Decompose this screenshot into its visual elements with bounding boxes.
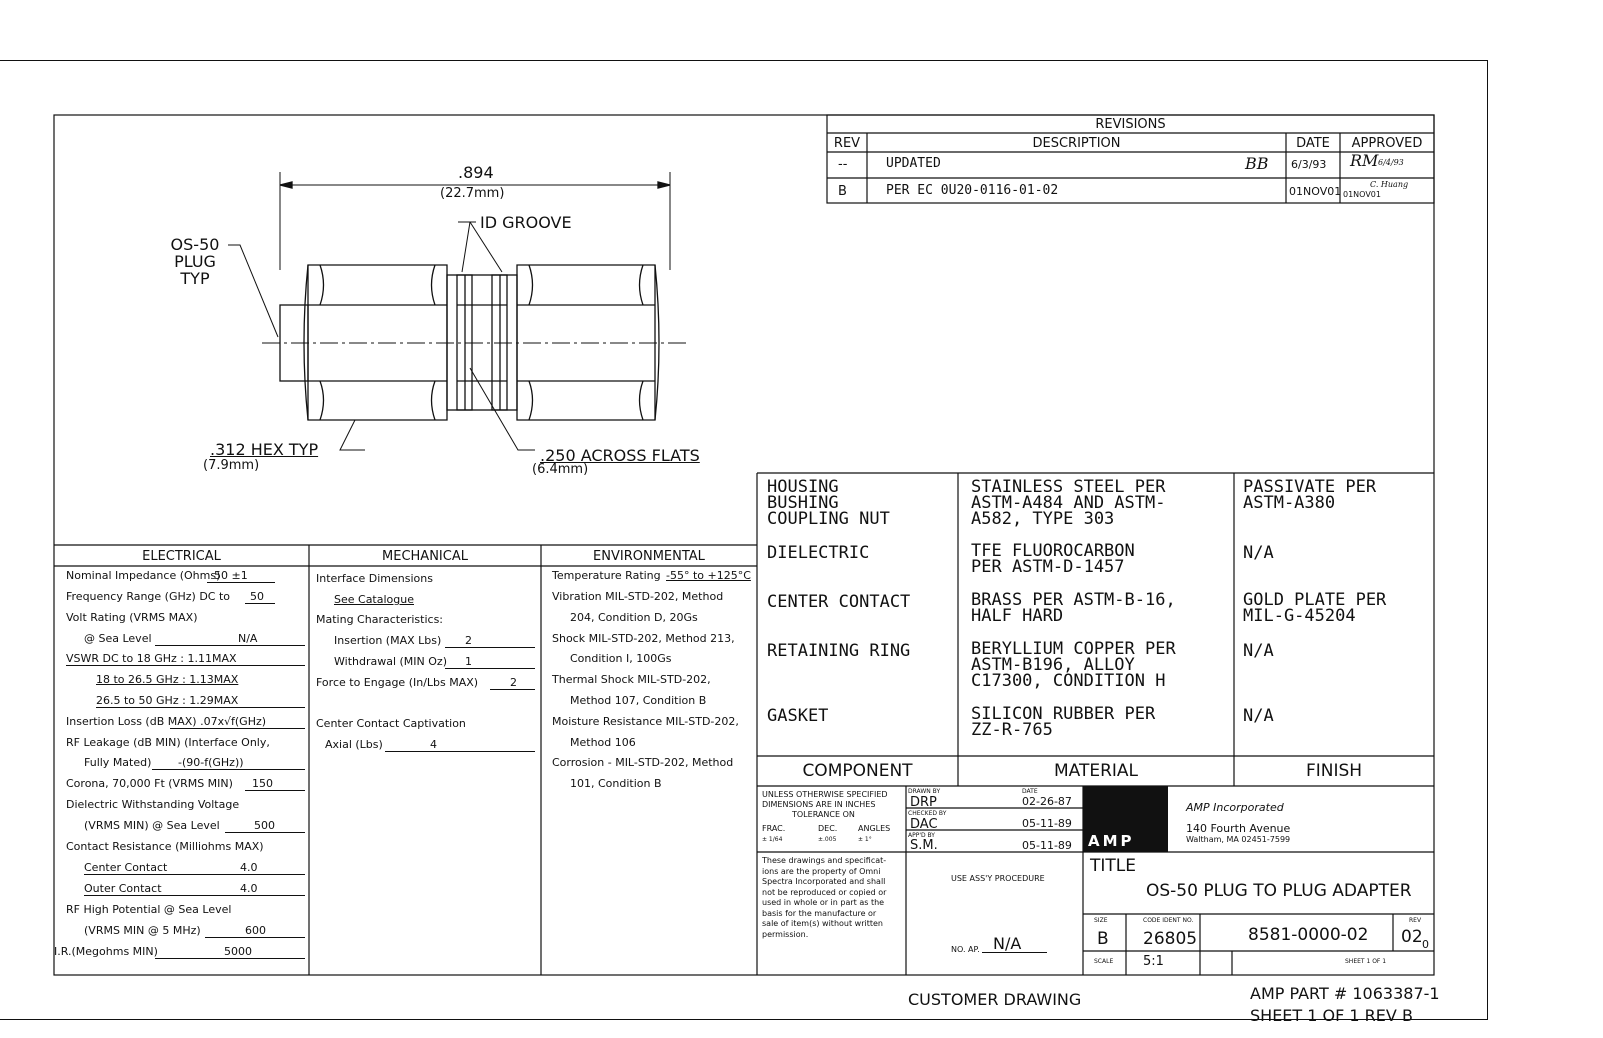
tol-dec-label: DEC. <box>818 824 838 833</box>
tol-angles-label: ANGLES <box>858 824 891 833</box>
note-text: ions are the property of Omni <box>762 866 881 876</box>
date-col-header: DATE <box>1296 136 1330 151</box>
electrical-line: (VRMS MIN @ 5 MHz) <box>84 924 201 937</box>
bom-row-2-material <box>971 543 1135 575</box>
underline <box>982 952 1047 953</box>
note-text: Spectra Incorporated and shall <box>762 877 886 886</box>
plug-callout-line-3: TYP <box>180 269 210 288</box>
plug-callout <box>165 236 225 287</box>
approved-col-header: APPROVED <box>1351 136 1423 151</box>
note-text: basis for the manufacture or <box>762 908 877 918</box>
electrical-line: I.R.(Megohms MIN) <box>54 945 158 958</box>
bom-text: PER ASTM-D-1457 <box>971 557 1125 577</box>
underline <box>66 665 305 666</box>
checked-by-label: CHECKED BY <box>908 810 947 817</box>
bom-text: HOUSING <box>767 477 839 497</box>
environmental-line: Thermal Shock MIL-STD-202, <box>552 673 711 686</box>
bom-text: PASSIVATE PER <box>1243 477 1377 497</box>
flats-dimension-mm: (6.4mm) <box>532 462 589 477</box>
environmental-line: Corrosion - MIL-STD-202, Method <box>552 756 734 769</box>
electrical-line: Dielectric Withstanding Voltage <box>66 798 240 811</box>
electrical-value: 4.0 <box>240 882 258 895</box>
tol-frac-value: ± 1/64 <box>762 836 783 843</box>
plug-callout-line-1: OS-50 <box>170 235 220 254</box>
electrical-value: 150 <box>252 777 273 790</box>
id-groove-label: ID GROOVE <box>480 213 572 232</box>
electrical-value: √f(GHz) <box>224 715 267 728</box>
underline <box>84 874 305 875</box>
no-ap-value: N/A <box>993 934 1022 953</box>
rev-row-1-approved-signature: RM <box>1350 151 1379 170</box>
description-col-header: DESCRIPTION <box>1032 136 1121 151</box>
note-text: TOLERANCE ON <box>792 810 855 819</box>
mechanical-value: 2 <box>510 676 517 689</box>
bom-text: GOLD PLATE PER <box>1243 590 1387 610</box>
hex-dimension: .312 HEX TYP <box>210 440 319 459</box>
rev-row-2-date: 01NOV01 <box>1289 185 1342 198</box>
electrical-line: 26.5 to 50 GHz : 1.29MAX <box>96 694 239 707</box>
underline <box>84 895 305 896</box>
electrical-line: Center Contact <box>84 861 168 874</box>
electrical-value: N/A <box>238 632 258 645</box>
overall-dimension-mm: (22.7mm) <box>440 186 505 201</box>
size-label: SIZE <box>1094 917 1108 924</box>
mechanical-line: Force to Engage (In/Lbs MAX) <box>316 676 479 689</box>
bom-row-4-finish: N/A <box>1243 641 1274 661</box>
proprietary-notice <box>762 856 886 940</box>
electrical-line: Volt Rating (VRMS MAX) <box>66 611 198 624</box>
electrical-line: Outer Contact <box>84 882 162 895</box>
mechanical-line: Interface Dimensions <box>316 572 433 585</box>
code-ident: 26805 <box>1143 929 1198 949</box>
environmental-value: -55° to +125°C <box>666 569 751 582</box>
hex-dimension-mm: (7.9mm) <box>203 458 260 473</box>
rev-row-1-initials: BB <box>1245 154 1269 173</box>
electrical-line: (VRMS MIN) @ Sea Level <box>84 819 220 832</box>
amp-part-number: AMP PART # 1063387-1 <box>1250 984 1440 1003</box>
underline <box>96 707 305 708</box>
bom-text: ASTM-A380 <box>1243 493 1336 513</box>
mechanical-header: MECHANICAL <box>382 549 468 564</box>
note-text: DIMENSIONS ARE IN INCHES <box>762 800 876 809</box>
bom-text: COUPLING NUT <box>767 509 890 529</box>
title-label: TITLE <box>1090 856 1136 876</box>
electrical-value: 500 <box>254 819 275 832</box>
environmental-line: Temperature Rating <box>552 569 661 582</box>
bom-text: BUSHING <box>767 493 839 513</box>
environmental-line: 204, Condition D, 20Gs <box>570 611 698 624</box>
company-address-2: Waltham, MA 02451-7599 <box>1186 835 1291 844</box>
drawing-number: 8581-0000-02 <box>1248 925 1369 945</box>
rev-row-2-description: PER EC 0U20-0116-01-02 <box>886 183 1059 198</box>
bom-text: HALF HARD <box>971 606 1064 626</box>
electrical-line: Frequency Range (GHz) DC to <box>66 590 231 603</box>
overall-dimension: .894 <box>458 163 494 182</box>
mechanical-value: 2 <box>465 634 472 647</box>
scale-label: SCALE <box>1094 958 1114 965</box>
electrical-value: 50 <box>250 590 264 603</box>
rev-row-1-approved-date: 6/4/93 <box>1378 158 1404 167</box>
underline <box>445 668 535 669</box>
electrical-value: 4.0 <box>240 861 258 874</box>
bom-text: MIL-G-45204 <box>1243 606 1356 626</box>
electrical-line: Fully Mated) <box>84 756 152 769</box>
bom-row-3-finish <box>1243 592 1386 624</box>
underline <box>152 769 305 770</box>
flats-dimension: .250 ACROSS FLATS <box>540 446 700 465</box>
underline <box>245 603 275 604</box>
electrical-line: Contact Resistance (Milliohms MAX) <box>66 840 264 853</box>
electrical-line: RF Leakage (dB MIN) (Interface Only, <box>66 736 270 749</box>
rev-row-1-date: 6/3/93 <box>1291 158 1327 171</box>
environmental-line: Method 106 <box>570 736 636 749</box>
drawn-by-label: DRAWN BY <box>908 788 941 795</box>
mechanical-line: Withdrawal (MIN Oz) <box>334 655 447 668</box>
bom-row-5-component: GASKET <box>767 706 829 726</box>
revision-subscript: 0 <box>1422 938 1429 951</box>
revisions-title: REVISIONS <box>1095 117 1166 132</box>
underline <box>205 937 305 938</box>
underline <box>385 751 535 752</box>
mechanical-value: 4 <box>430 738 437 751</box>
bom-text: BERYLLIUM COPPER PER <box>971 639 1176 659</box>
environmental-line: 101, Condition B <box>570 777 662 790</box>
rev-row-2-approved-date: 01NOV01 <box>1343 190 1381 199</box>
note-text: sale of item(s) without written <box>762 919 883 928</box>
rev-col-header: REV <box>833 136 861 151</box>
environmental-line: Vibration MIL-STD-202, Method <box>552 590 724 603</box>
company-address-1: 140 Fourth Avenue <box>1186 822 1291 835</box>
sheet-small: SHEET 1 OF 1 <box>1345 958 1387 965</box>
rev-row-2-rev: B <box>838 184 847 199</box>
bom-row-3-component: CENTER CONTACT <box>767 592 911 612</box>
assembly-note: USE ASS'Y PROCEDURE <box>951 874 1045 883</box>
connector-drawing <box>228 172 690 450</box>
underline <box>225 832 305 833</box>
size: B <box>1097 929 1109 949</box>
rev-row-2-approved-signature: C. Huang <box>1370 180 1409 189</box>
footer-sheet: SHEET 1 OF 1 REV B <box>1250 1006 1413 1025</box>
environmental-line: Condition I, 100Gs <box>570 652 672 665</box>
note-text: These drawings and specificat- <box>762 856 887 865</box>
mechanical-line: See Catalogue <box>334 593 414 606</box>
material-header: MATERIAL <box>1053 761 1139 781</box>
amp-logo: AMP <box>1088 832 1135 850</box>
underline <box>155 645 305 646</box>
tol-angles-value: ± 1° <box>858 836 872 843</box>
underline <box>155 958 305 959</box>
electrical-line: Insertion Loss (dB MAX) .07x <box>66 715 225 728</box>
tol-dec-value: ±.005 <box>818 836 837 843</box>
unless-note <box>762 790 888 820</box>
underline <box>445 647 535 648</box>
note-text: used in whole or in part as the <box>762 898 885 907</box>
electrical-value: 600 <box>245 924 266 937</box>
code-ident-label: CODE IDENT NO. <box>1143 917 1194 924</box>
electrical-value: -(90-f(GHz)) <box>178 756 244 769</box>
plug-callout-line-2: PLUG <box>174 252 216 271</box>
underline <box>207 582 275 583</box>
checked-by: DAC <box>910 817 938 832</box>
drawn-date: 02-26-87 <box>1022 795 1072 808</box>
bom-row-5-material <box>971 706 1155 738</box>
bom-row-1-component <box>767 479 890 527</box>
underline <box>170 728 305 729</box>
revision: 02 <box>1401 927 1423 947</box>
electrical-header: ELECTRICAL <box>142 549 221 564</box>
environmental-line: Method 107, Condition B <box>570 694 707 707</box>
bom-text: SILICON RUBBER PER <box>971 704 1156 724</box>
mechanical-line: Axial (Lbs) <box>325 738 383 751</box>
drawn-by: DRP <box>910 795 937 810</box>
checked-date: 05-11-89 <box>1022 817 1072 830</box>
bom-row-1-material <box>971 479 1165 527</box>
rev-row-1-rev: -- <box>838 157 848 172</box>
rev-label: REV <box>1409 917 1422 924</box>
date-label: DATE <box>1022 788 1038 795</box>
mechanical-line: Mating Characteristics: <box>316 613 443 626</box>
electrical-line: Corona, 70,000 Ft (VRMS MIN) <box>66 777 233 790</box>
drawing-title: OS-50 PLUG TO PLUG ADAPTER <box>1146 881 1412 901</box>
bom-text: ASTM-B196, ALLOY <box>971 655 1135 675</box>
appd-by-label: APP'D BY <box>908 832 935 839</box>
bom-row-3-material <box>971 592 1176 624</box>
tol-frac-label: FRAC. <box>762 824 786 833</box>
bom-text: STAINLESS STEEL PER <box>971 477 1166 497</box>
bom-row-4-material <box>971 641 1176 689</box>
component-header: COMPONENT <box>802 761 913 781</box>
note-text: permission. <box>762 929 809 939</box>
no-ap-label: NO. AP. <box>951 945 980 954</box>
note-text: not be reproduced or copied or <box>762 887 887 897</box>
note-text: UNLESS OTHERWISE SPECIFIED <box>762 790 888 799</box>
electrical-line: Nominal Impedance (Ohms) <box>66 569 221 582</box>
bom-row-2-component: DIELECTRIC <box>767 543 870 563</box>
electrical-value: 50 ±1 <box>214 569 248 582</box>
bom-row-2-finish: N/A <box>1243 543 1274 563</box>
bom-text: C17300, CONDITION H <box>971 671 1166 691</box>
environmental-line: Moisture Resistance MIL-STD-202, <box>552 715 739 728</box>
electrical-value: 5000 <box>224 945 252 958</box>
bom-text: TFE FLUOROCARBON <box>971 541 1135 561</box>
underline <box>245 790 305 791</box>
appd-date: 05-11-89 <box>1022 839 1072 852</box>
bom-row-1-finish <box>1243 479 1376 511</box>
bom-text: BRASS PER ASTM-B-16, <box>971 590 1176 610</box>
electrical-line: 18 to 26.5 GHz : 1.13MAX <box>96 673 239 686</box>
electrical-line: RF High Potential @ Sea Level <box>66 903 232 916</box>
finish-header: FINISH <box>1305 761 1363 781</box>
underline <box>490 689 535 690</box>
appd-by: S.M. <box>910 838 938 853</box>
mechanical-line: Center Contact Captivation <box>316 717 466 730</box>
company-name: AMP Incorporated <box>1186 801 1284 814</box>
bom-text: ZZ-R-765 <box>971 720 1053 740</box>
bom-row-4-component: RETAINING RING <box>767 641 911 661</box>
environmental-header: ENVIRONMENTAL <box>593 549 705 564</box>
scale: 5:1 <box>1143 954 1164 969</box>
mechanical-line: Insertion (MAX Lbs) <box>334 634 442 647</box>
bom-row-5-finish: N/A <box>1243 706 1274 726</box>
environmental-line: Shock MIL-STD-202, Method 213, <box>552 632 735 645</box>
customer-drawing-label: CUSTOMER DRAWING <box>908 990 1082 1009</box>
mechanical-value: 1 <box>465 655 472 668</box>
electrical-line: @ Sea Level <box>84 632 152 645</box>
bom-text: A582, TYPE 303 <box>971 509 1115 529</box>
rev-row-1-description: UPDATED <box>886 156 941 171</box>
electrical-line: VSWR DC to 18 GHz : 1.11MAX <box>66 652 237 665</box>
bom-text: ASTM-A484 AND ASTM- <box>971 493 1166 513</box>
